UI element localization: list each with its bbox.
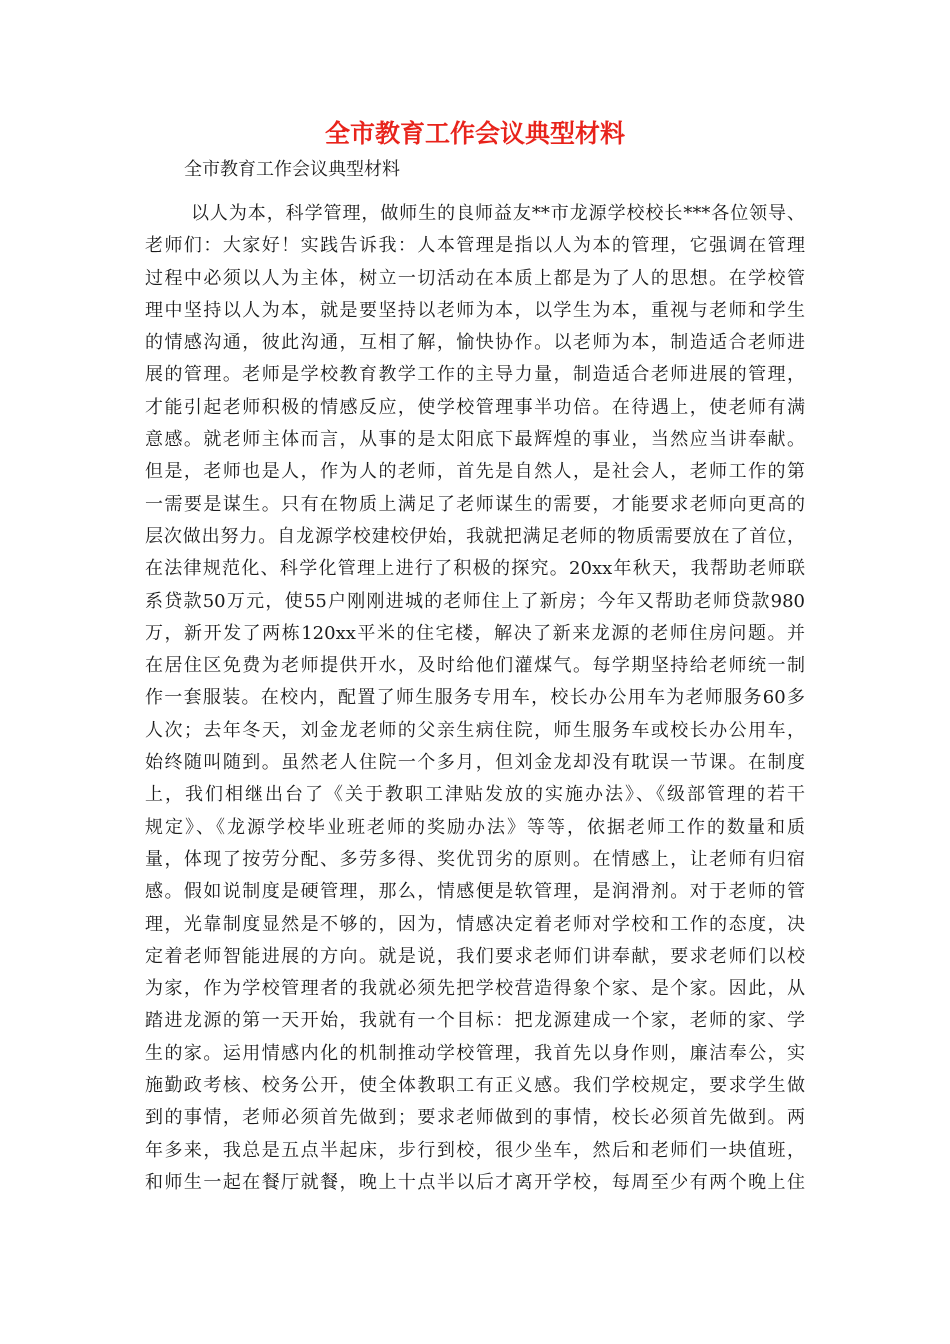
document-body	[145, 198, 805, 1199]
body-text-line: 万，新开发了两栋120xx平米的住宅楼，解决了新来龙源的老师住房问题。并	[145, 622, 805, 644]
body-text-line: 以人为本，科学管理，做师生的良师益友**市龙源学校校长***各位领导、	[191, 203, 805, 224]
document-subtitle: 全市教育工作会议典型材料	[184, 159, 400, 180]
body-text-line: 为家，作为学校管理者的我就必须先把学校营造得象个家、是个家。因此，从	[145, 978, 805, 1000]
body-text-line: 作一套服装。在校内，配置了师生服务专用车，校长办公用车为老师服务60多	[145, 687, 805, 709]
body-text-line: 施勤政考核、校务公开，使全体教职工有正义感。我们学校规定，要求学生做	[145, 1075, 805, 1097]
body-text-line: 在居住区免费为老师提供开水，及时给他们灌煤气。每学期坚持给老师统一制	[145, 655, 805, 677]
body-text-line: 人次；去年冬天，刘金龙老师的父亲生病住院，师生服务车或校长办公用车，	[145, 719, 805, 741]
body-text-line: 展的管理。老师是学校教育教学工作的主导力量，制造适合老师进展的管理，	[145, 364, 805, 386]
body-text-line: 上，我们相继出台了《关于教职工津贴发放的实施办法》、《级部管理的若干	[145, 784, 805, 806]
document-title: 全市教育工作会议典型材料	[324, 119, 625, 148]
body-text-line: 系贷款50万元，使55户刚刚进城的老师住上了新房；今年又帮助老师贷款980	[145, 590, 805, 612]
body-text-line: 但是，老师也是人，作为人的老师，首先是自然人，是社会人，老师工作的第	[145, 461, 805, 483]
body-text-line: 层次做出努力。自龙源学校建校伊始，我就把满足老师的物质需要放在了首位，	[145, 525, 805, 547]
body-text-line: 踏进龙源的第一天开始，我就有一个目标：把龙源建成一个家，老师的家、学	[145, 1010, 805, 1032]
body-text-line: 和师生一起在餐厅就餐，晚上十点半以后才离开学校，每周至少有两个晚上住	[145, 1171, 805, 1193]
body-text-line: 才能引起老师积极的情感反应，使学校管理事半功倍。在待遇上，使老师有满	[145, 396, 805, 418]
body-text-line: 的情感沟通，彼此沟通，互相了解，愉快协作。以老师为本，制造适合老师进	[145, 332, 805, 354]
body-text-line: 规定》、《龙源学校毕业班老师的奖励办法》等等，依据老师工作的数量和质	[145, 816, 805, 838]
body-text-line: 量，体现了按劳分配、多劳多得、奖优罚劣的原则。在情感上，让老师有归宿	[145, 848, 805, 870]
body-text-line: 在法律规范化、科学化管理上进行了积极的探究。20xx年秋天，我帮助老师联	[145, 558, 805, 580]
body-text-line: 老师们：大家好！实践告诉我：人本管理是指以人为本的管理，它强调在管理	[145, 235, 805, 257]
body-text-line: 到的事情，老师必须首先做到；要求老师做到的事情，校长必须首先做到。两	[145, 1107, 805, 1129]
body-text-line: 感。假如说制度是硬管理，那么，情感便是软管理，是润滑剂。对于老师的管	[145, 881, 805, 903]
body-text-line: 年多来，我总是五点半起床，步行到校，很少坐车，然后和老师们一块值班，	[145, 1139, 805, 1161]
body-text-line: 意感。就老师主体而言，从事的是太阳底下最辉煌的事业，当然应当讲奉献。	[145, 429, 805, 451]
body-text-line: 理，光靠制度显然是不够的，因为，情感决定着老师对学校和工作的态度，决	[145, 913, 805, 935]
body-text-line: 定着老师智能进展的方向。就是说，我们要求老师们讲奉献，要求老师们以校	[145, 945, 805, 967]
body-text-line: 生的家。运用情感内化的机制推动学校管理，我首先以身作则，廉洁奉公，实	[145, 1042, 805, 1064]
body-text-line: 理中坚持以人为本，就是要坚持以老师为本，以学生为本，重视与老师和学生	[145, 299, 805, 321]
body-text-line: 一需要是谋生。只有在物质上满足了老师谋生的需要，才能要求老师向更高的	[145, 493, 805, 515]
body-text-line: 始终随叫随到。虽然老人住院一个多月，但刘金龙却没有耽误一节课。在制度	[145, 752, 805, 774]
body-text-line: 过程中必须以人为主体，树立一切活动在本质上都是为了人的思想。在学校管	[145, 267, 805, 289]
